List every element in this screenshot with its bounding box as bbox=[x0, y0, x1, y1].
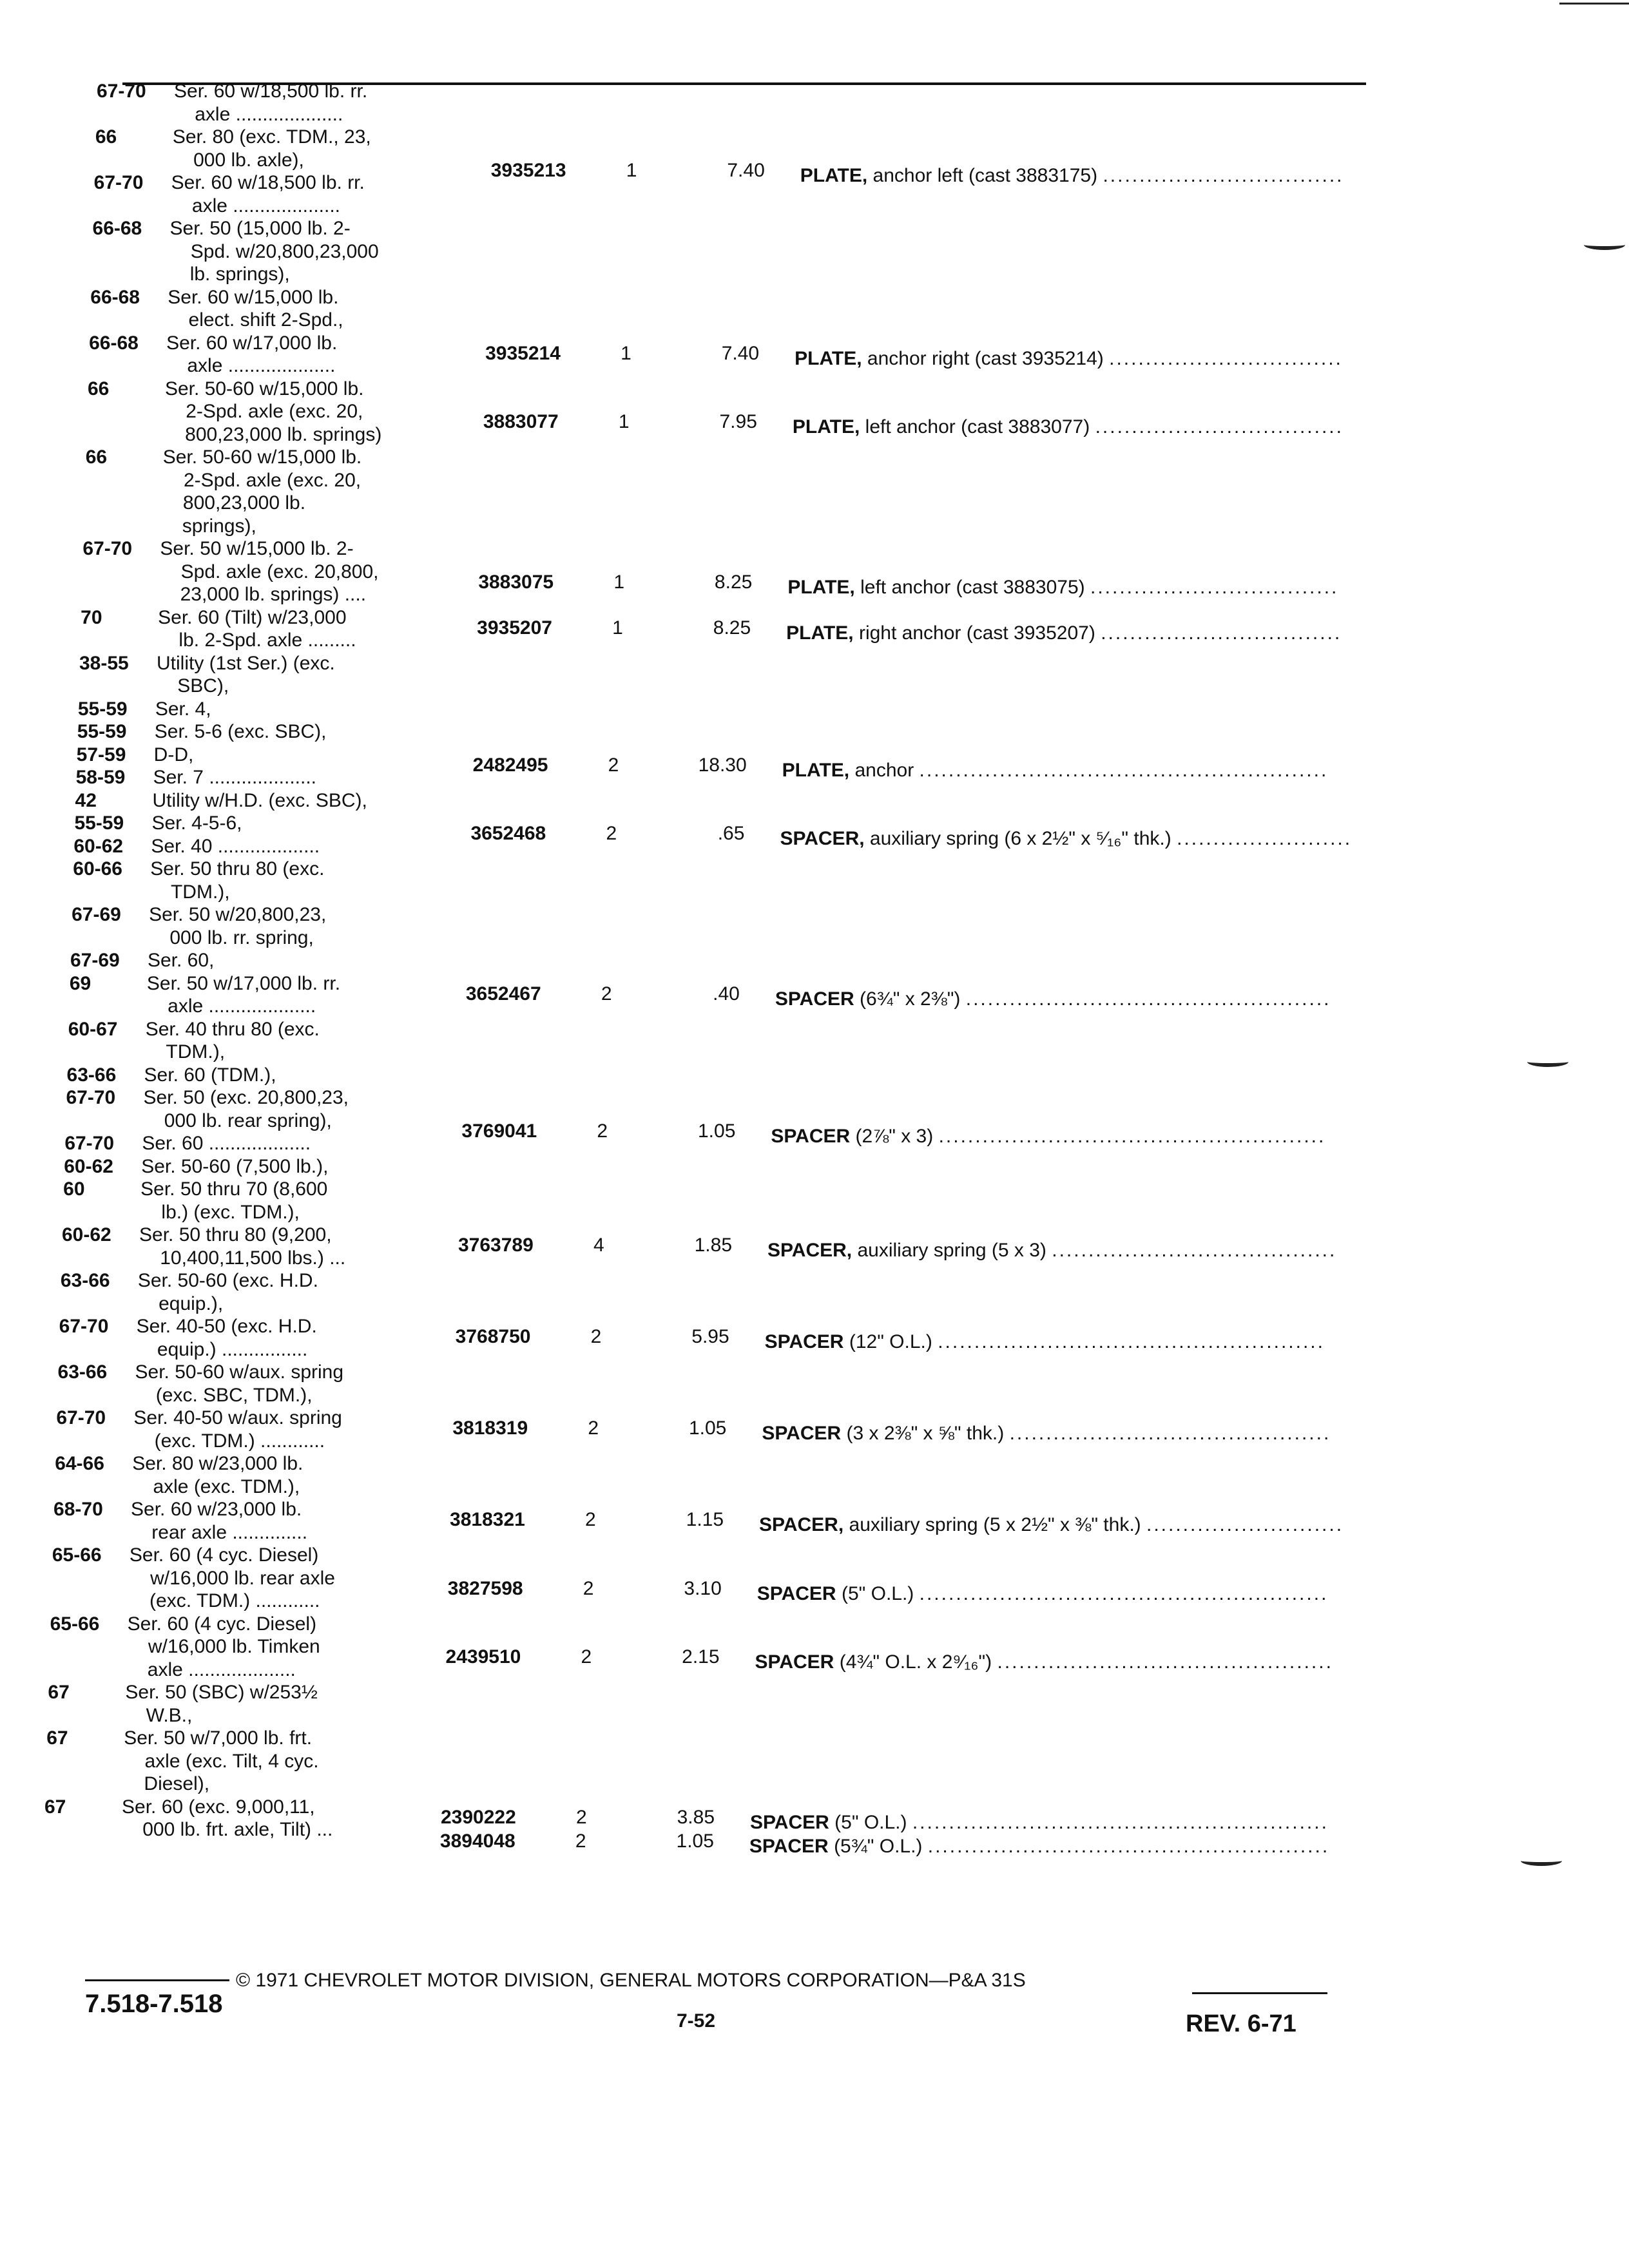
part-detail: left anchor (cast 3883077) bbox=[865, 416, 1090, 438]
model-years: 67-69 bbox=[70, 950, 120, 971]
part-description bbox=[793, 416, 1344, 439]
part-number: 2390222 bbox=[441, 1806, 516, 1828]
part-number: 3768750 bbox=[455, 1326, 531, 1348]
part-detail: left anchor (cast 3883075) bbox=[860, 576, 1085, 598]
model-years: 67-70 bbox=[56, 1407, 106, 1428]
model-years: 65-66 bbox=[50, 1613, 100, 1635]
part-description bbox=[782, 759, 1329, 782]
dot-leader: .................................. bbox=[1095, 416, 1344, 438]
list-price: 7.40 bbox=[727, 159, 765, 181]
dot-leader: .................................................. bbox=[965, 988, 1331, 1010]
part-name: PLATE, bbox=[786, 622, 854, 644]
application-text: Ser. 60 (exc. 9,000,11, bbox=[122, 1796, 315, 1818]
application-text: Ser. 50 (15,000 lb. 2- bbox=[169, 218, 351, 239]
part-detail: (5" O.L.) bbox=[841, 1582, 914, 1604]
page-number: 7-52 bbox=[677, 2010, 716, 2032]
application-text: Ser. 60 (4 cyc. Diesel) bbox=[129, 1544, 319, 1566]
part-number: 3894048 bbox=[439, 1831, 516, 1852]
application-text: Ser. 60, bbox=[147, 950, 215, 971]
part-description bbox=[775, 988, 1331, 1011]
part-description bbox=[765, 1331, 1325, 1354]
model-years: 55-59 bbox=[77, 721, 127, 742]
application-text: axle .................... bbox=[166, 355, 336, 376]
part-number: 3883077 bbox=[483, 411, 559, 433]
application-text: Ser. 60 w/18,500 lb. rr. bbox=[171, 172, 365, 193]
application-text: Ser. 60 w/15,000 lb. bbox=[168, 286, 339, 308]
model-years: 66 bbox=[85, 447, 108, 468]
corner-rule bbox=[1559, 3, 1629, 5]
model-years: 60-62 bbox=[73, 835, 124, 857]
application-text: Ser. 40-50 (exc. H.D. bbox=[136, 1316, 317, 1337]
application-text: Ser. 50 w/15,000 lb. 2- bbox=[160, 538, 354, 559]
application-text: elect. shift 2-Spd., bbox=[167, 309, 343, 331]
application-text: Ser. 50-60 w/aux. spring bbox=[135, 1361, 344, 1383]
part-description bbox=[800, 164, 1344, 187]
part-description bbox=[780, 827, 1352, 850]
quantity: 2 bbox=[585, 1509, 596, 1531]
list-price: 1.05 bbox=[676, 1831, 714, 1852]
application-text: lb. 2-Spd. axle ......... bbox=[157, 629, 356, 651]
application-text: axle .................... bbox=[170, 195, 341, 216]
part-number: 2482495 bbox=[472, 754, 548, 776]
part-number: 3827598 bbox=[447, 1577, 523, 1599]
part-number: 3652468 bbox=[470, 823, 546, 845]
part-description bbox=[759, 1514, 1344, 1537]
application-text: Ser. 60 ................... bbox=[142, 1133, 311, 1154]
footer-rule bbox=[85, 1979, 229, 1981]
dot-leader: ................................. bbox=[1103, 164, 1344, 186]
model-years: 69 bbox=[69, 972, 92, 994]
list-price: .65 bbox=[717, 823, 745, 845]
application-text: axle .................... bbox=[126, 1658, 296, 1680]
quantity: 2 bbox=[583, 1577, 594, 1599]
application-text: Ser. 50-60 w/15,000 lb. bbox=[162, 447, 362, 468]
dot-leader: ....................................................... bbox=[927, 1836, 1330, 1857]
list-price: .40 bbox=[713, 983, 740, 1004]
model-years: 60-66 bbox=[73, 858, 122, 879]
application-text: (exc. SBC, TDM.), bbox=[134, 1384, 313, 1406]
part-description bbox=[795, 347, 1343, 370]
application-text: axle (exc. TDM.), bbox=[131, 1475, 300, 1497]
list-price: 18.30 bbox=[698, 754, 747, 776]
application-text: 2-Spd. axle (exc. 20, bbox=[162, 469, 361, 491]
application-text: axle (exc. Tilt, 4 cyc. bbox=[123, 1750, 319, 1772]
application-text: equip.), bbox=[137, 1293, 224, 1314]
part-detail: anchor bbox=[854, 759, 914, 781]
quantity: 2 bbox=[581, 1646, 592, 1668]
application-text: Ser. 50 (SBC) w/253½ bbox=[125, 1682, 318, 1703]
part-detail: anchor right (cast 3935214) bbox=[867, 347, 1104, 369]
application-text: Ser. 60 w/17,000 lb. bbox=[166, 332, 338, 354]
model-years: 63-66 bbox=[57, 1361, 108, 1383]
part-description bbox=[787, 576, 1338, 599]
application-text: Ser. 60 (TDM.), bbox=[144, 1064, 276, 1086]
list-price: 1.05 bbox=[688, 1418, 727, 1439]
application-text: Ser. 80 (exc. TDM., 23, bbox=[172, 126, 371, 148]
part-detail: (3 x 2⅜" x ⅝" thk.) bbox=[846, 1423, 1005, 1445]
part-description bbox=[762, 1422, 1331, 1445]
part-detail: (2⅞" x 3) bbox=[855, 1125, 934, 1147]
application-text: Ser. 50-60 w/15,000 lb. bbox=[164, 378, 364, 399]
part-description bbox=[749, 1835, 1329, 1858]
application-text: 000 lb. axle), bbox=[171, 149, 304, 171]
model-years: 58-59 bbox=[75, 767, 126, 788]
part-number: 3883075 bbox=[478, 571, 554, 593]
part-name: SPACER bbox=[750, 1811, 829, 1833]
application-text: Ser. 4-5-6, bbox=[151, 812, 242, 834]
part-name: SPACER bbox=[771, 1125, 851, 1147]
part-number: 3935207 bbox=[477, 617, 552, 639]
application-text: rear axle .............. bbox=[130, 1521, 308, 1543]
dot-leader: ....................................... bbox=[1052, 1240, 1337, 1262]
model-years: 60 bbox=[63, 1178, 85, 1200]
model-years: 64-66 bbox=[55, 1453, 104, 1474]
model-years: 68-70 bbox=[53, 1499, 103, 1520]
model-years: 67-70 bbox=[82, 538, 133, 559]
model-years: 67 bbox=[46, 1727, 68, 1749]
part-detail: (5¾" O.L.) bbox=[834, 1836, 923, 1857]
application-text: Ser. 50 thru 70 (8,600 bbox=[140, 1178, 328, 1200]
quantity: 1 bbox=[613, 571, 624, 593]
application-text: 800,23,000 lb. bbox=[161, 492, 306, 514]
model-years: 57-59 bbox=[76, 744, 126, 765]
application-text: Ser. 50 w/17,000 lb. rr. bbox=[146, 972, 341, 994]
application-text: 2-Spd. axle (exc. 20, bbox=[164, 401, 363, 422]
model-years: 55-59 bbox=[77, 698, 128, 720]
scan-mark bbox=[1527, 1057, 1568, 1067]
application-text: 23,000 lb. springs) .... bbox=[159, 584, 367, 605]
model-years: 55-59 bbox=[74, 812, 124, 834]
quantity: 2 bbox=[606, 823, 617, 845]
quantity: 2 bbox=[576, 1806, 587, 1828]
application-text: Ser. 60 (Tilt) w/23,000 bbox=[158, 606, 347, 628]
part-name: SPACER bbox=[764, 1331, 844, 1353]
model-years: 66 bbox=[87, 378, 110, 399]
part-detail: auxiliary spring (5 x 3) bbox=[857, 1240, 1046, 1262]
model-years: 66-68 bbox=[89, 332, 139, 354]
application-text: Ser. 40 ................... bbox=[151, 835, 320, 857]
application-text: Ser. 50 w/20,800,23, bbox=[149, 904, 327, 925]
part-name: PLATE, bbox=[795, 347, 862, 369]
application-text: 800,23,000 lb. springs) bbox=[163, 423, 382, 445]
list-price: 1.85 bbox=[694, 1235, 732, 1256]
application-text: Ser. 50 (exc. 20,800,23, bbox=[143, 1087, 349, 1108]
dot-leader: ................................. bbox=[1101, 622, 1342, 644]
application-text: Utility w/H.D. (exc. SBC), bbox=[152, 789, 367, 811]
list-price: 2.15 bbox=[682, 1646, 720, 1668]
dot-leader: ........................... bbox=[1146, 1514, 1344, 1536]
dot-leader: ........................ bbox=[1177, 828, 1353, 850]
model-years: 66-68 bbox=[90, 286, 140, 308]
scan-mark bbox=[1521, 1856, 1562, 1866]
model-years: 60-62 bbox=[64, 1155, 113, 1177]
part-number: 3818319 bbox=[452, 1418, 528, 1439]
application-text: 000 lb. rr. spring, bbox=[148, 927, 314, 948]
scan-mark bbox=[1584, 240, 1625, 250]
application-text: Ser. 5-6 (exc. SBC), bbox=[154, 721, 327, 742]
part-number: 3818321 bbox=[450, 1509, 525, 1531]
revision-date: REV. 6-71 bbox=[1186, 2010, 1296, 2037]
quantity: 2 bbox=[590, 1326, 602, 1348]
list-price: 8.25 bbox=[713, 617, 751, 639]
dot-leader: ..................................................... bbox=[938, 1125, 1326, 1147]
application-text: Ser. 60 w/18,500 lb. rr. bbox=[174, 81, 368, 102]
part-name: SPACER bbox=[762, 1423, 842, 1445]
list-price: 1.05 bbox=[698, 1120, 736, 1142]
dot-leader: .................................. bbox=[1090, 576, 1339, 598]
model-years: 67-70 bbox=[59, 1316, 109, 1337]
part-name: PLATE, bbox=[787, 576, 855, 598]
application-text: Ser. 4, bbox=[155, 698, 211, 720]
list-price: 5.95 bbox=[691, 1326, 729, 1348]
part-name: PLATE, bbox=[792, 416, 860, 438]
dot-leader: ......................................................... bbox=[912, 1811, 1329, 1833]
model-years: 63-66 bbox=[60, 1270, 110, 1291]
part-name: PLATE, bbox=[782, 759, 850, 781]
model-years: 67 bbox=[48, 1682, 70, 1703]
application-text: Ser. 80 w/23,000 lb. bbox=[132, 1453, 304, 1474]
part-description bbox=[757, 1582, 1329, 1606]
part-name: SPACER bbox=[775, 988, 854, 1010]
quantity: 4 bbox=[593, 1235, 604, 1256]
model-years: 67-70 bbox=[66, 1087, 116, 1108]
model-years: 67-69 bbox=[72, 904, 121, 925]
application-text: D-D, bbox=[153, 744, 194, 765]
quantity: 2 bbox=[588, 1418, 599, 1439]
application-text: Utility (1st Ser.) (exc. bbox=[157, 652, 335, 674]
part-detail: anchor left (cast 3883175) bbox=[872, 164, 1098, 186]
application-text: Ser. 50-60 (exc. H.D. bbox=[137, 1270, 318, 1291]
quantity: 1 bbox=[618, 411, 630, 433]
quantity: 2 bbox=[608, 754, 619, 776]
application-text: (exc. TDM.) ............ bbox=[128, 1590, 320, 1611]
part-description bbox=[767, 1239, 1336, 1262]
dot-leader: ........................................................ bbox=[919, 1582, 1329, 1604]
part-number: 3652467 bbox=[465, 983, 541, 1004]
model-years: 66 bbox=[95, 126, 117, 148]
quantity: 1 bbox=[612, 617, 623, 639]
dot-leader: ................................ bbox=[1109, 347, 1343, 369]
dot-leader: ............................................ bbox=[1009, 1423, 1331, 1445]
model-years: 67-70 bbox=[93, 172, 144, 193]
part-detail: auxiliary spring (5 x 2½" x ⅜" thk.) bbox=[849, 1514, 1141, 1536]
part-description bbox=[755, 1651, 1333, 1674]
group-code: 7.518-7.518 bbox=[85, 1990, 223, 2018]
quantity: 2 bbox=[601, 983, 612, 1004]
application-text: 000 lb. frt. axle, Tilt) ... bbox=[120, 1819, 333, 1840]
part-detail: (4¾" O.L. x 2⁹⁄₁₆") bbox=[839, 1651, 992, 1673]
part-number: 3769041 bbox=[461, 1120, 537, 1142]
model-years: 66-68 bbox=[92, 218, 142, 239]
model-years: 38-55 bbox=[79, 652, 129, 674]
part-number: 3935213 bbox=[490, 159, 566, 181]
application-text: Ser. 60 (4 cyc. Diesel) bbox=[127, 1613, 317, 1635]
application-text: TDM.), bbox=[144, 1041, 226, 1062]
model-years: 67-70 bbox=[97, 81, 146, 102]
copyright-line: © 1971 CHEVROLET MOTOR DIVISION, GENERAL MOTORS CORPORATION—P&A 31S bbox=[236, 1970, 1026, 1991]
part-name: SPACER, bbox=[780, 828, 865, 850]
dot-leader: .............................................. bbox=[997, 1651, 1333, 1673]
model-years: 42 bbox=[75, 789, 97, 811]
dot-leader: ........................................................ bbox=[919, 759, 1329, 781]
application-text: Ser. 50 thru 80 (9,200, bbox=[139, 1224, 332, 1245]
part-number: 3763789 bbox=[458, 1235, 534, 1256]
list-price: 8.25 bbox=[714, 571, 753, 593]
application-text: axle .................... bbox=[173, 103, 343, 125]
part-description bbox=[771, 1125, 1325, 1148]
application-text: Ser. 50 w/7,000 lb. frt. bbox=[124, 1727, 313, 1749]
dot-leader: ..................................................... bbox=[938, 1331, 1325, 1353]
application-text: W.B., bbox=[124, 1704, 193, 1726]
application-text: Ser. 50 thru 80 (exc. bbox=[150, 858, 325, 879]
part-name: SPACER bbox=[749, 1836, 829, 1857]
part-number: 2439510 bbox=[445, 1646, 521, 1668]
model-years: 67 bbox=[44, 1796, 66, 1818]
quantity: 1 bbox=[621, 342, 631, 364]
application-text: equip.) ................ bbox=[135, 1338, 308, 1360]
application-text: Ser. 40 thru 80 (exc. bbox=[145, 1018, 320, 1040]
application-text: lb. springs), bbox=[168, 264, 290, 285]
part-detail: (12" O.L.) bbox=[849, 1331, 932, 1353]
model-years: 67-70 bbox=[64, 1133, 115, 1154]
application-text: Spd. w/20,800,23,000 bbox=[169, 240, 379, 262]
footer-rule bbox=[1192, 1992, 1327, 1994]
list-price: 7.40 bbox=[721, 342, 760, 364]
application-text: w/16,000 lb. Timken bbox=[126, 1636, 320, 1657]
part-detail: auxiliary spring (6 x 2½" x ⁵⁄₁₆" thk.) bbox=[869, 828, 1171, 850]
list-price: 7.95 bbox=[719, 411, 757, 433]
application-text: SBC), bbox=[155, 675, 229, 697]
part-name: SPACER bbox=[755, 1651, 834, 1673]
part-number: 3935214 bbox=[485, 342, 561, 364]
part-detail: right anchor (cast 3935207) bbox=[858, 622, 1095, 644]
list-price: 3.10 bbox=[684, 1577, 722, 1599]
part-description bbox=[786, 622, 1342, 645]
application-text: Ser. 40-50 w/aux. spring bbox=[133, 1407, 342, 1428]
model-years: 65-66 bbox=[52, 1544, 102, 1566]
application-text: 10,400,11,500 lbs.) ... bbox=[138, 1247, 346, 1269]
part-description bbox=[750, 1811, 1329, 1834]
application-text: axle .................... bbox=[146, 995, 316, 1017]
model-years: 60-67 bbox=[68, 1018, 118, 1040]
model-years: 70 bbox=[81, 606, 102, 628]
application-text: Spd. axle (exc. 20,800, bbox=[159, 561, 379, 582]
application-text: lb.) (exc. TDM.), bbox=[140, 1201, 300, 1223]
quantity: 2 bbox=[597, 1120, 608, 1142]
part-detail: (5" O.L.) bbox=[834, 1811, 907, 1833]
application-text: TDM.), bbox=[149, 881, 230, 903]
part-name: SPACER, bbox=[767, 1240, 853, 1262]
application-text: Ser. 60 w/23,000 lb. bbox=[131, 1499, 302, 1520]
model-years: 63-66 bbox=[66, 1064, 117, 1086]
list-price: 1.15 bbox=[686, 1509, 724, 1531]
application-text: w/16,000 lb. rear axle bbox=[128, 1567, 335, 1589]
part-detail: (6¾" x 2⅜") bbox=[860, 988, 961, 1010]
part-name: PLATE, bbox=[800, 164, 868, 186]
part-name: SPACER bbox=[757, 1582, 836, 1604]
application-text: Diesel), bbox=[122, 1773, 210, 1794]
part-name: SPACER, bbox=[759, 1514, 844, 1536]
quantity: 1 bbox=[626, 159, 637, 181]
list-price: 3.85 bbox=[677, 1806, 715, 1828]
application-text: Ser. 50-60 (7,500 lb.), bbox=[141, 1155, 329, 1177]
application-text: Ser. 7 .................... bbox=[153, 767, 317, 788]
quantity: 2 bbox=[575, 1831, 586, 1852]
application-text: springs), bbox=[160, 515, 256, 537]
application-text: (exc. TDM.) ............ bbox=[133, 1430, 325, 1452]
application-text: 000 lb. rear spring), bbox=[142, 1110, 332, 1131]
model-years: 60-62 bbox=[62, 1224, 111, 1245]
